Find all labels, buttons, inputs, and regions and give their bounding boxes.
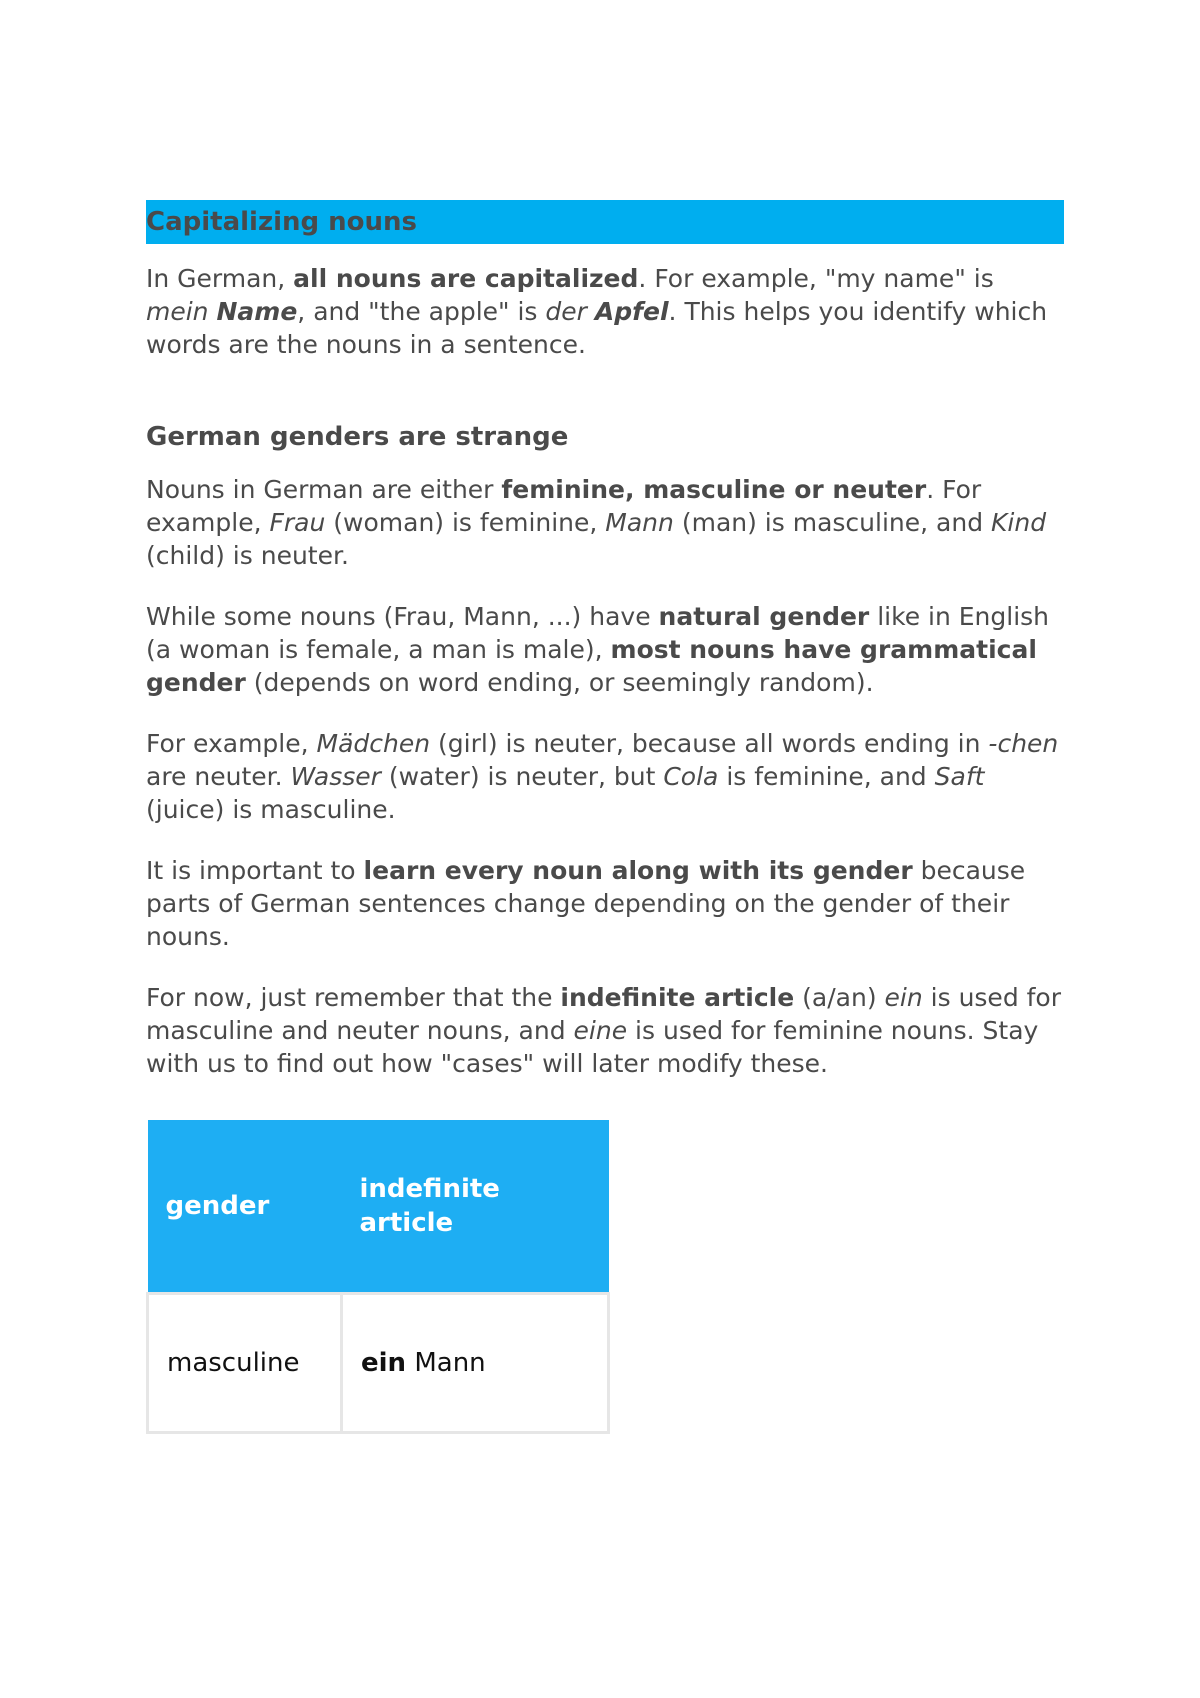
cell-article — [342, 1293, 609, 1432]
text: For example, — [146, 728, 317, 758]
text: is feminine, and — [718, 761, 935, 791]
paragraph-examples — [146, 727, 1064, 826]
cell-gender: masculine — [148, 1293, 342, 1432]
text: . For example, — [146, 474, 982, 537]
paragraph-learn-gender — [146, 854, 1064, 953]
text: because parts of German sentences change depending on the gender of their nouns. — [146, 855, 1026, 951]
table-row — [148, 1293, 609, 1432]
column-header-gender: gender — [148, 1120, 342, 1294]
text: is used for masculine and neuter nouns, and — [146, 982, 1062, 1045]
text: (woman) is feminine, — [325, 507, 606, 537]
bold-text: indefinite article — [560, 982, 795, 1012]
italic-text: Frau — [269, 507, 326, 537]
paragraph-indefinite-article — [146, 981, 1064, 1080]
text: is used for feminine nouns. Stay with us to find out how "cases" will later modify these. — [146, 1015, 1039, 1078]
text: In German, — [146, 264, 294, 293]
italic-text: eine — [573, 1015, 628, 1045]
italic-text: -chen — [988, 728, 1059, 758]
bold-italic-text: Name — [216, 297, 298, 326]
table-header-row — [148, 1120, 609, 1294]
document-page — [146, 200, 1064, 1434]
italic-text: ein — [884, 982, 923, 1012]
column-header-indefinite-article: indefinite article — [342, 1120, 609, 1294]
text: like in English (a woman is female, a man is male), — [146, 601, 1050, 664]
text: It is important to — [146, 855, 364, 885]
text: . This helps you identify which words are the nouns in a sentence. — [146, 297, 1048, 359]
bold-text: natural gender — [658, 601, 870, 631]
bold-text: learn every noun along with its gender — [363, 855, 913, 885]
italic-text: Cola — [663, 761, 719, 791]
italic-text: Mädchen — [316, 728, 431, 758]
text: (man) is masculine, and — [673, 507, 992, 537]
text: , and "the apple" is — [297, 297, 546, 326]
paragraph-natural-gender — [146, 600, 1064, 699]
text: . For example, "my name" is — [638, 264, 994, 293]
text: Mann — [406, 1347, 486, 1378]
bold-italic-text: Apfel — [594, 297, 669, 326]
text: (water) is neuter, but — [380, 761, 664, 791]
section-heading-capitalizing — [146, 200, 1064, 244]
italic-text: Kind — [991, 507, 1047, 537]
bold-text: most nouns have grammatical gender — [146, 634, 1037, 697]
section-heading-genders: German genders are strange — [146, 422, 569, 452]
italic-text: der — [545, 297, 595, 326]
bold-text: feminine, masculine or neuter — [501, 474, 927, 504]
bold-text: all nouns are capitalized — [293, 264, 639, 293]
text: (child) is neuter. — [146, 540, 349, 570]
italic-text: mein — [146, 297, 217, 326]
text: While some nouns (Frau, Mann, ...) have — [146, 601, 659, 631]
bold-text: ein — [361, 1347, 407, 1378]
text: (girl) is neuter, because all words ending in — [430, 728, 989, 758]
text: For now, just remember that the — [146, 982, 561, 1012]
heading-text: Capitalizing nouns — [146, 207, 418, 237]
text: (depends on word ending, or seemingly random). — [245, 667, 874, 697]
italic-text: Mann — [605, 507, 674, 537]
text: (a/an) — [794, 982, 885, 1012]
text: Nouns in German are either — [146, 474, 502, 504]
paragraph-genders-intro — [146, 473, 1064, 572]
indefinite-article-table — [146, 1120, 610, 1434]
italic-text: Wasser — [290, 761, 381, 791]
paragraph-capitalizing — [146, 262, 1064, 361]
italic-text: Saft — [934, 761, 985, 791]
text: are neuter. — [146, 761, 291, 791]
text: (juice) is masculine. — [146, 794, 396, 824]
